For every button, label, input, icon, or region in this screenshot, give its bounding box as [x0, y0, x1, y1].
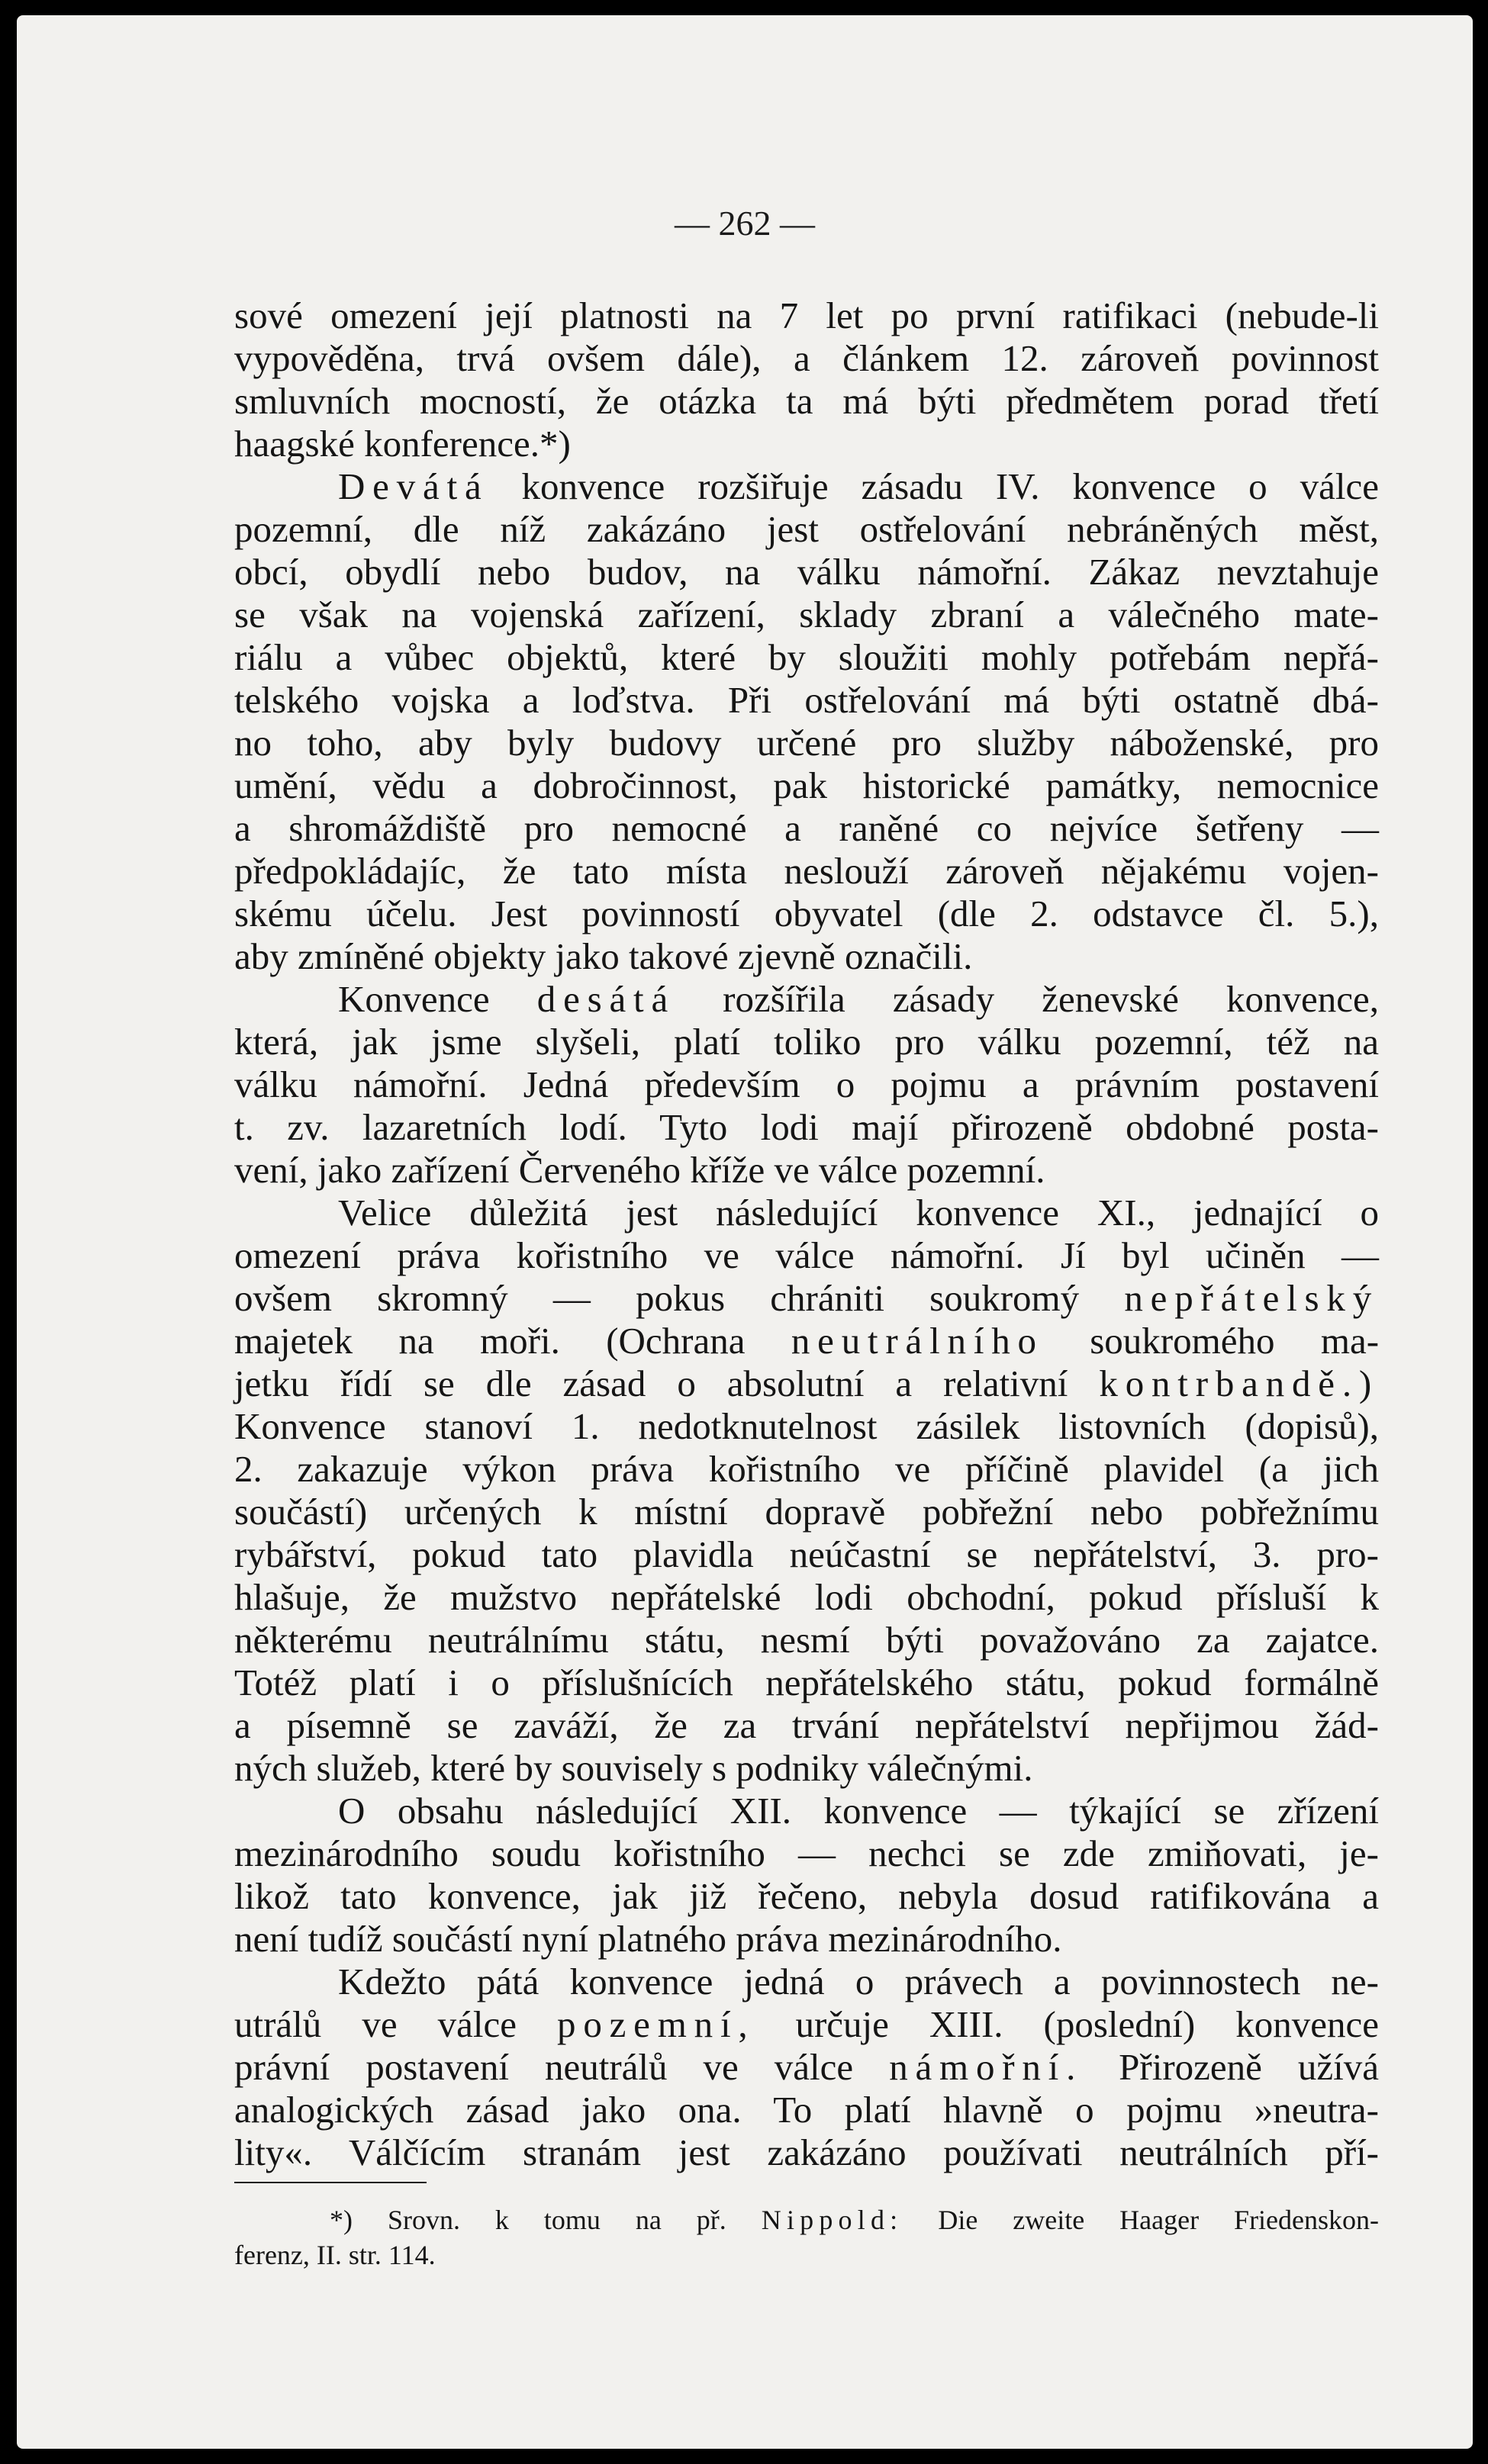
scanned-page: [17, 15, 1473, 2449]
text-line: hlašuje, že mužstvo nepřátelské lodi obchodní, pokud přísluší k: [234, 1576, 1379, 1618]
text-line: není tudíž součástí nyní platného práva mezinárodního.: [234, 1918, 1062, 1960]
spaced-word: námořní.: [889, 2046, 1084, 2088]
page-number: — 262 —: [675, 204, 815, 243]
spaced-word: pozemní,: [557, 2003, 755, 2045]
text-line: no toho, aby byly budovy určené pro služby náboženské, pro: [234, 722, 1379, 764]
spaced-word: kontrbandě.): [1099, 1362, 1379, 1404]
text-line: vypověděna, trvá ovšem dále), a článkem 12. zároveň povinnost: [234, 337, 1379, 379]
footnote-divider: [234, 2182, 427, 2183]
text-line: aby zmíněné objekty jako takové zjevně označili.: [234, 935, 973, 977]
text-line: a písemně se zaváží, že za trvání nepřátelství nepřijmou žád-: [234, 1704, 1379, 1746]
text-line: majetek na moři. (Ochrana neutrálního soukromého ma-: [234, 1320, 1380, 1362]
footnote-line: *) Srovn. k tomu na př. Nippold: Die zweite Haager Friedenskon-: [330, 2205, 1380, 2235]
footnote-author: Nippold:: [761, 2205, 903, 2235]
text-line: pozemní, dle níž zakázáno jest ostřelování nebráněných měst,: [234, 508, 1379, 550]
text-line: Konvence stanoví 1. nedotknutelnost zásilek listovních (dopisů),: [234, 1405, 1379, 1447]
spaced-word: Devátá: [338, 465, 489, 507]
text-line: která, jak jsme slyšeli, platí toliko pro válku pozemní, též na: [234, 1021, 1379, 1063]
text-line: obcí, obydlí nebo budov, na válku námořní. Zákaz nevztahuje: [234, 551, 1379, 593]
text-line: Kdežto pátá konvence jedná o právech a povinnostech ne-: [338, 1961, 1379, 2002]
text-line: umění, vědu a dobročinnost, pak historické památky, nemocnice: [234, 764, 1379, 806]
text-line: Totéž platí i o příslušnících nepřátelského státu, pokud formálně: [234, 1661, 1379, 1703]
text-line: rybářství, pokud tato plavidla neúčastní se nepřátelství, 3. pro-: [234, 1533, 1379, 1575]
spaced-word: desátá: [536, 978, 676, 1020]
text-line: ných služeb, které by souvisely s podniky válečnými.: [234, 1747, 1033, 1789]
text-line: Velice důležitá jest následující konvence XI., jednající o: [338, 1192, 1379, 1234]
text-line: Konvence desátá rozšířila zásady ženevské konvence,: [338, 978, 1379, 1020]
text-line: součástí) určených k místní dopravě pobřežní nebo pobřežnímu: [234, 1491, 1379, 1533]
text-line: likož tato konvence, jak již řečeno, nebyla dosud ratifikována a: [234, 1875, 1379, 1917]
spaced-word: neutrálního: [791, 1320, 1044, 1362]
text-line: ovšem skromný — pokus chrániti soukromý nepřátelský: [234, 1277, 1380, 1319]
text-line: omezení práva kořistního ve válce námořní. Jí byl učiněn —: [234, 1234, 1379, 1276]
text-line: smluvních mocností, že otázka ta má býti předmětem porad třetí: [234, 380, 1379, 422]
text-line: se však na vojenská zařízení, sklady zbraní a válečného mate-: [234, 593, 1379, 635]
text-line: utrálů ve válce pozemní, určuje XIII. (poslední) konvence: [234, 2003, 1380, 2045]
text-line: lity«. Válčícím stranám jest zakázáno používati neutrálních pří-: [234, 2131, 1379, 2173]
text-line: mezinárodního soudu kořistního — nechci se zde zmiňovati, je-: [234, 1832, 1379, 1874]
text-line: předpokládajíc, že tato místa neslouží zároveň nějakému vojen-: [234, 850, 1379, 892]
text-line: analogických zásad jako ona. To platí hlavně o pojmu »neutra-: [234, 2089, 1379, 2131]
text-line: některému neutrálnímu státu, nesmí býti považováno za zajatce.: [234, 1619, 1379, 1661]
text-line: t. zv. lazaretních lodí. Tyto lodi mají přirozeně obdobné posta-: [234, 1106, 1379, 1148]
text-line: vení, jako zařízení Červeného kříže ve válce pozemní.: [234, 1149, 1045, 1191]
text-line: haagské konference.*): [234, 423, 571, 465]
footnote-line: ferenz, II. str. 114.: [234, 2240, 436, 2270]
text-line: právní postavení neutrálů ve válce námořní. Přirozeně užívá: [234, 2046, 1380, 2088]
text-line: a shromáždiště pro nemocné a raněné co nejvíce šetřeny —: [234, 807, 1379, 849]
text-line: Devátá konvence rozšiřuje zásadu IV. konvence o válce: [338, 465, 1380, 507]
text-line: 2. zakazuje výkon práva kořistního ve příčině plavidel (a jich: [234, 1448, 1379, 1490]
text-line: telského vojska a loďstva. Při ostřelování má býti ostatně dbá-: [234, 679, 1379, 721]
text-line: válku námořní. Jedná především o pojmu a právním postavení: [234, 1063, 1379, 1105]
text-line: O obsahu následující XII. konvence — týkající se zřízení: [338, 1790, 1379, 1832]
text-line: riálu a vůbec objektů, které by sloužiti mohly potřebám nepřá-: [234, 636, 1379, 678]
text-line: jetku řídí se dle zásad o absolutní a relativní kontrbandě.): [234, 1362, 1379, 1404]
text-line: skému účelu. Jest povinností obyvatel (dle 2. odstavce čl. 5.),: [234, 893, 1379, 934]
spaced-word: nepřátelský: [1124, 1277, 1380, 1319]
text-line: sové omezení její platnosti na 7 let po první ratifikaci (nebude-li: [234, 294, 1379, 336]
